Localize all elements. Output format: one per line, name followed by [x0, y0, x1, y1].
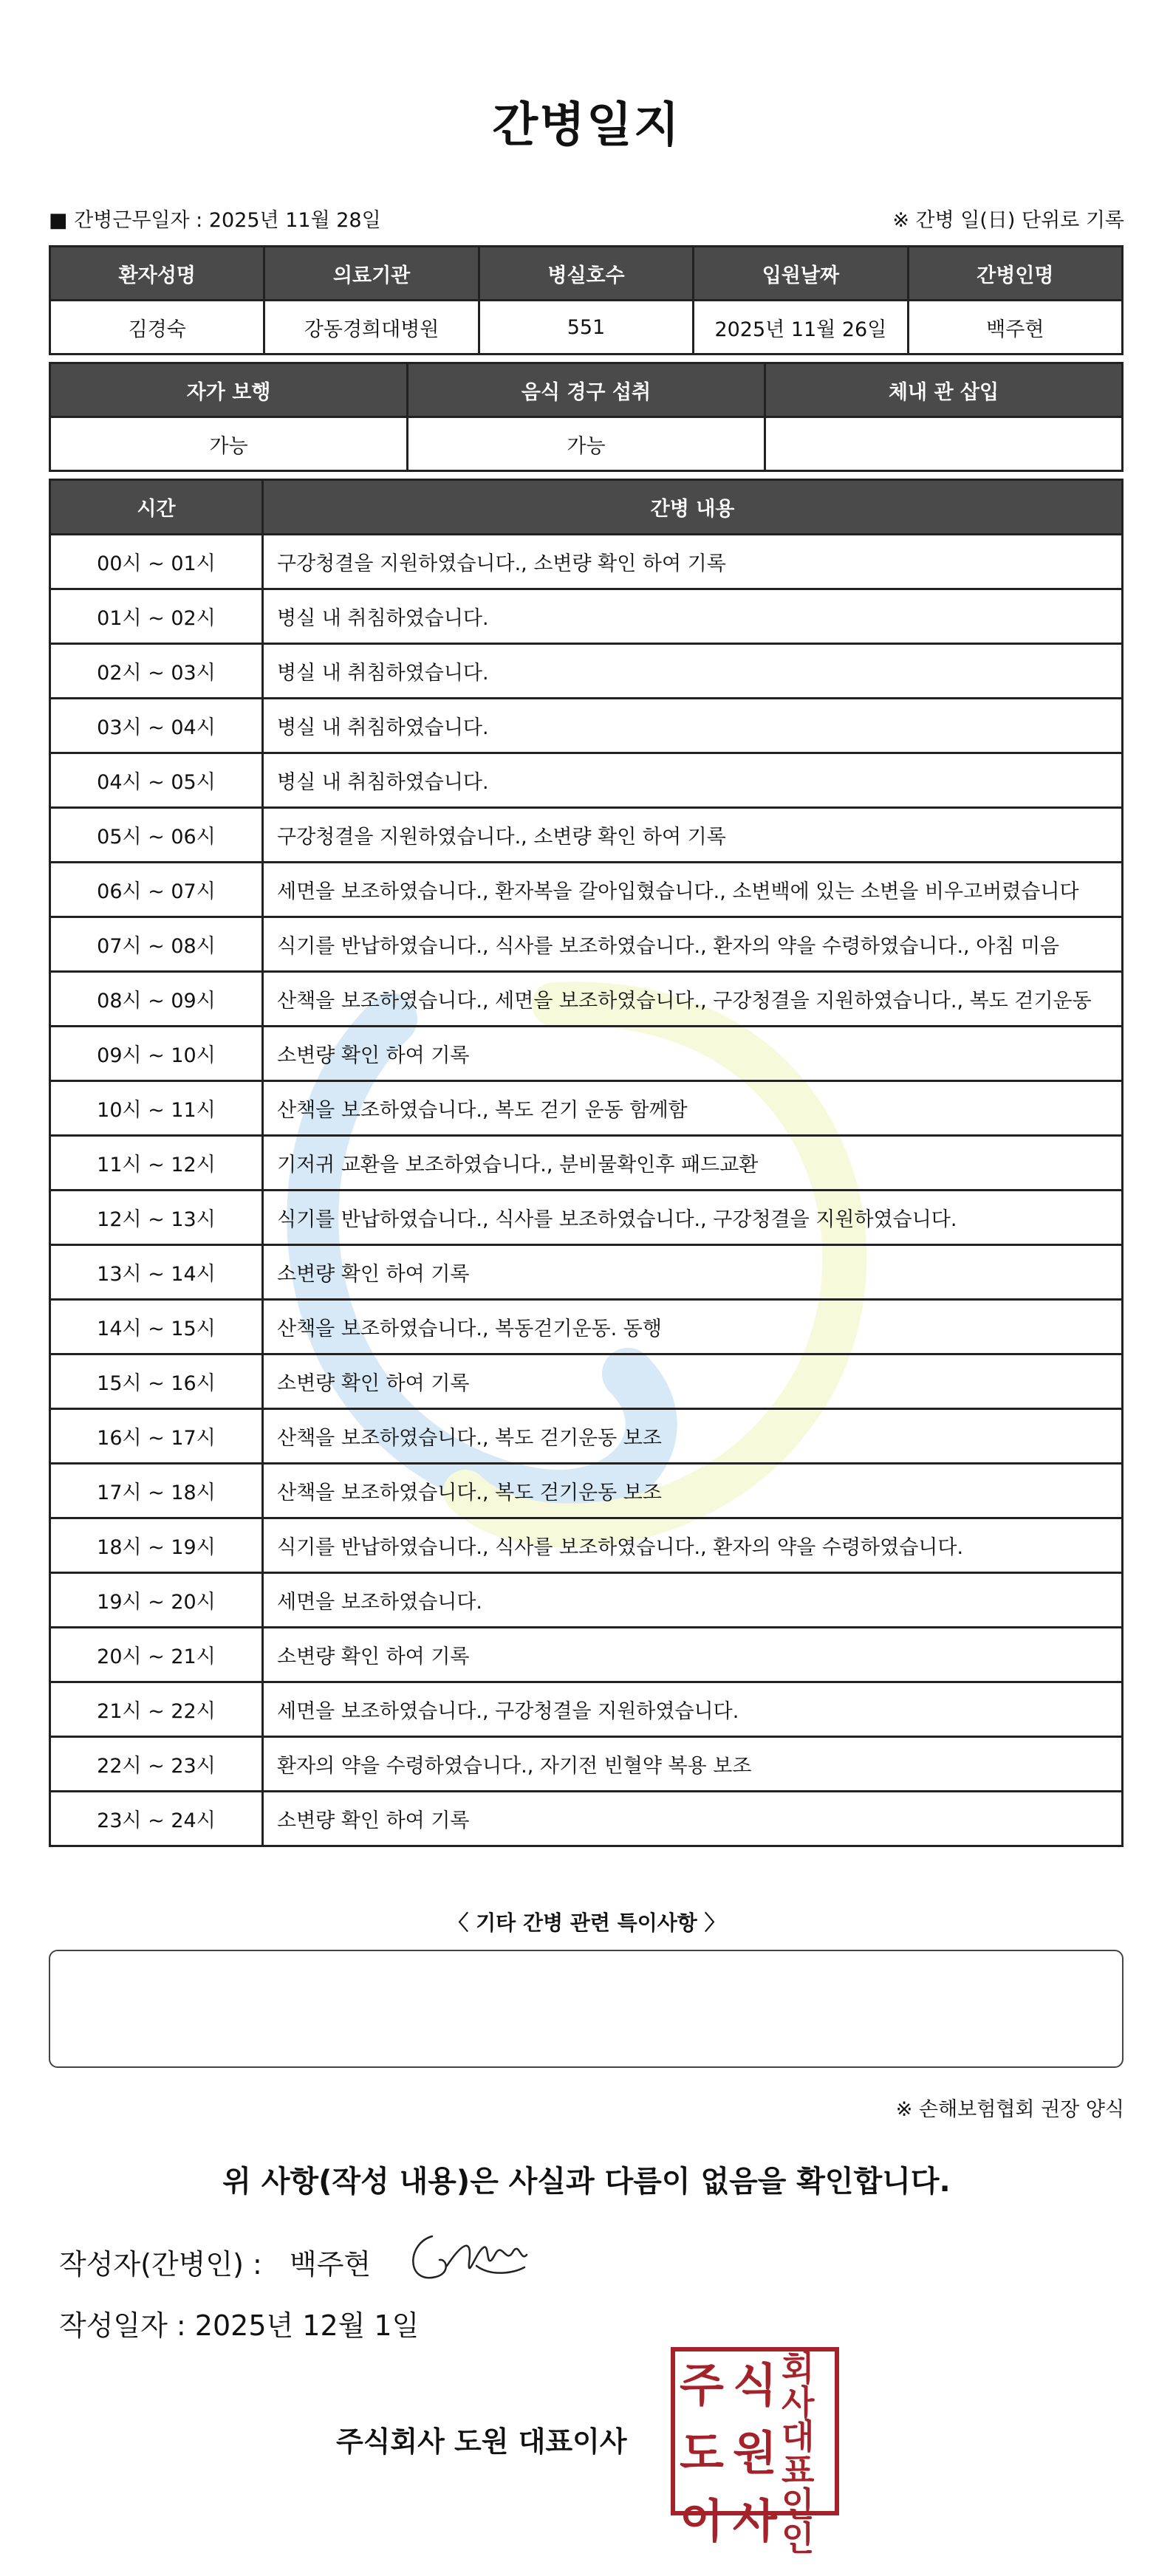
table-row: [50, 535, 1123, 589]
log-content: 산책을 보조하였습니다., 세면을 보조하였습니다., 구강청결을 지원하였습니다., 복도 걷기운동: [263, 972, 1123, 1027]
walking-status: 가능: [50, 417, 408, 471]
log-time: 05시 ~ 06시: [50, 808, 263, 863]
table-row: [50, 589, 1123, 644]
log-time: 12시 ~ 13시: [50, 1191, 263, 1245]
table-row: [50, 753, 1123, 808]
log-content: 소변량 확인 하여 기록: [263, 1027, 1123, 1081]
table-row: [50, 1628, 1123, 1682]
log-time: 17시 ~ 18시: [50, 1464, 263, 1518]
header-admission-date: 입원날짜: [694, 247, 908, 301]
table-row: [50, 1081, 1123, 1136]
log-time: 19시 ~ 20시: [50, 1573, 263, 1628]
log-content: 산책을 보조하였습니다., 복도 걷기운동 보조: [263, 1464, 1123, 1518]
table-row: [50, 1191, 1123, 1245]
log-time: 09시 ~ 10시: [50, 1027, 263, 1081]
header-content: 간병 내용: [263, 480, 1123, 535]
log-content: 구강청결을 지원하였습니다., 소변량 확인 하여 기록: [263, 808, 1123, 863]
seal-char: 도: [680, 2426, 724, 2480]
memo-box: [49, 1950, 1124, 2068]
table-row: [50, 1027, 1123, 1081]
header-oral-intake: 음식 경구 섭취: [408, 363, 765, 417]
log-content: 병실 내 취침하였습니다.: [263, 753, 1123, 808]
table-row: [50, 1792, 1123, 1846]
header-patient-name: 환자성명: [50, 247, 264, 301]
seal-char: 회사: [782, 2349, 815, 2422]
log-time: 07시 ~ 08시: [50, 917, 263, 972]
company-signature-line: 주식회사 도원 대표이사: [336, 2425, 627, 2458]
seal-char: 인인: [782, 2484, 815, 2558]
confirmation-statement: 위 사항(작성 내용)은 사실과 다름이 없음을 확인합니다.: [222, 2165, 951, 2199]
table-row: [50, 972, 1123, 1027]
log-content: 기저귀 교환을 보조하였습니다., 분비물확인후 패드교환: [263, 1136, 1123, 1191]
log-content: 세면을 보조하였습니다., 환자복을 갈아입혔습니다., 소변백에 있는 소변을 비우고버렸습니다: [263, 863, 1123, 917]
seal-char: 원: [733, 2426, 777, 2480]
log-content: 병실 내 취침하였습니다.: [263, 589, 1123, 644]
table-row: [50, 1245, 1123, 1300]
log-content: 소변량 확인 하여 기록: [263, 1354, 1123, 1409]
hospital-name: 강동경희대병원: [264, 301, 479, 354]
log-content: 세면을 보조하였습니다., 구강청결을 지원하였습니다.: [263, 1682, 1123, 1737]
table-row: [50, 644, 1123, 699]
write-date: 작성일자 : 2025년 12월 1일: [59, 2309, 420, 2342]
table-row: [50, 1409, 1123, 1464]
log-time: 16시 ~ 17시: [50, 1409, 263, 1464]
log-time: 13시 ~ 14시: [50, 1245, 263, 1300]
work-date: ■ 간병근무일자 : 2025년 11월 28일: [49, 209, 381, 232]
log-time: 04시 ~ 05시: [50, 753, 263, 808]
log-content: 소변량 확인 하여 기록: [263, 1245, 1123, 1300]
log-content: 병실 내 취침하였습니다.: [263, 699, 1123, 753]
tube-status: [765, 417, 1123, 471]
patient-status-table: [49, 362, 1124, 472]
table-row: [50, 1682, 1123, 1737]
log-time: 18시 ~ 19시: [50, 1518, 263, 1573]
log-time: 21시 ~ 22시: [50, 1682, 263, 1737]
header-walking: 자가 보행: [50, 363, 408, 417]
table-row: [50, 1136, 1123, 1191]
log-content: 식기를 반납하였습니다., 식사를 보조하였습니다., 환자의 약을 수령하였습니다.: [263, 1518, 1123, 1573]
table-row: [50, 1573, 1123, 1628]
table-row: [50, 1464, 1123, 1518]
log-time: 14시 ~ 15시: [50, 1300, 263, 1354]
header-time: 시간: [50, 480, 263, 535]
caregiver-name: 백주현: [908, 301, 1122, 354]
patient-info-table: [49, 245, 1124, 355]
log-time: 23시 ~ 24시: [50, 1792, 263, 1846]
table-row: [50, 1737, 1123, 1792]
log-time: 11시 ~ 12시: [50, 1136, 263, 1191]
table-row: [50, 863, 1123, 917]
company-seal: [671, 2347, 839, 2558]
log-content: 산책을 보조하였습니다., 복동걷기운동. 동행: [263, 1300, 1123, 1354]
log-content: 식기를 반납하였습니다., 식사를 보조하였습니다., 구강청결을 지원하였습니다.: [263, 1191, 1123, 1245]
table-row: [50, 917, 1123, 972]
table-row: [50, 699, 1123, 753]
header-caregiver: 간병인명: [908, 247, 1122, 301]
log-content: 병실 내 취침하였습니다.: [263, 644, 1123, 699]
header-room: 병실호수: [479, 247, 693, 301]
seal-char: 사: [733, 2494, 777, 2548]
header-hospital: 의료기관: [264, 247, 479, 301]
log-content: 산책을 보조하였습니다., 복도 걷기운동 보조: [263, 1409, 1123, 1464]
memo-title: 〈 기타 간병 관련 특이사항 〉: [448, 1911, 725, 1935]
log-content: 산책을 보조하였습니다., 복도 걷기 운동 함께함: [263, 1081, 1123, 1136]
table-row: [50, 1300, 1123, 1354]
seal-char: 식: [733, 2358, 777, 2412]
table-row: [50, 808, 1123, 863]
log-time: 02시 ~ 03시: [50, 644, 263, 699]
log-time: 00시 ~ 01시: [50, 535, 263, 589]
table-row: [50, 1354, 1123, 1409]
log-time: 22시 ~ 23시: [50, 1737, 263, 1792]
document-title: 간병일지: [492, 98, 681, 153]
seal-char: 주: [680, 2358, 724, 2412]
oral-intake-status: 가능: [408, 417, 765, 471]
log-content: 세면을 보조하였습니다.: [263, 1573, 1123, 1628]
log-content: 환자의 약을 수령하였습니다., 자기전 빈혈약 복용 보조: [263, 1737, 1123, 1792]
log-content: 소변량 확인 하여 기록: [263, 1628, 1123, 1682]
log-content: 식기를 반납하였습니다., 식사를 보조하였습니다., 환자의 약을 수령하였습니다., 아침 미음: [263, 917, 1123, 972]
writer-label: 작성자(간병인) :: [59, 2248, 262, 2281]
log-time: 10시 ~ 11시: [50, 1081, 263, 1136]
log-content: 소변량 확인 하여 기록: [263, 1792, 1123, 1846]
recommendation-note: ※ 손해보험협회 권장 양식: [895, 2098, 1124, 2121]
log-time: 03시 ~ 04시: [50, 699, 263, 753]
patient-name: 김경숙: [50, 301, 264, 354]
seal-char: 이: [680, 2494, 724, 2548]
log-time: 08시 ~ 09시: [50, 972, 263, 1027]
log-time: 01시 ~ 02시: [50, 589, 263, 644]
seal-char: 대표: [782, 2416, 815, 2490]
writer-name: 백주현: [290, 2248, 372, 2281]
log-content: 구강청결을 지원하였습니다., 소변량 확인 하여 기록: [263, 535, 1123, 589]
header-tube: 체내 관 삽입: [765, 363, 1123, 417]
care-log-table: [49, 479, 1124, 1847]
table-row: [50, 1518, 1123, 1573]
unit-note: ※ 간병 일(日) 단위로 기록: [892, 209, 1124, 232]
room-number: 551: [479, 301, 693, 354]
admission-date: 2025년 11월 26일: [694, 301, 908, 354]
signature-image: [403, 2222, 532, 2295]
log-time: 20시 ~ 21시: [50, 1628, 263, 1682]
log-time: 15시 ~ 16시: [50, 1354, 263, 1409]
log-time: 06시 ~ 07시: [50, 863, 263, 917]
